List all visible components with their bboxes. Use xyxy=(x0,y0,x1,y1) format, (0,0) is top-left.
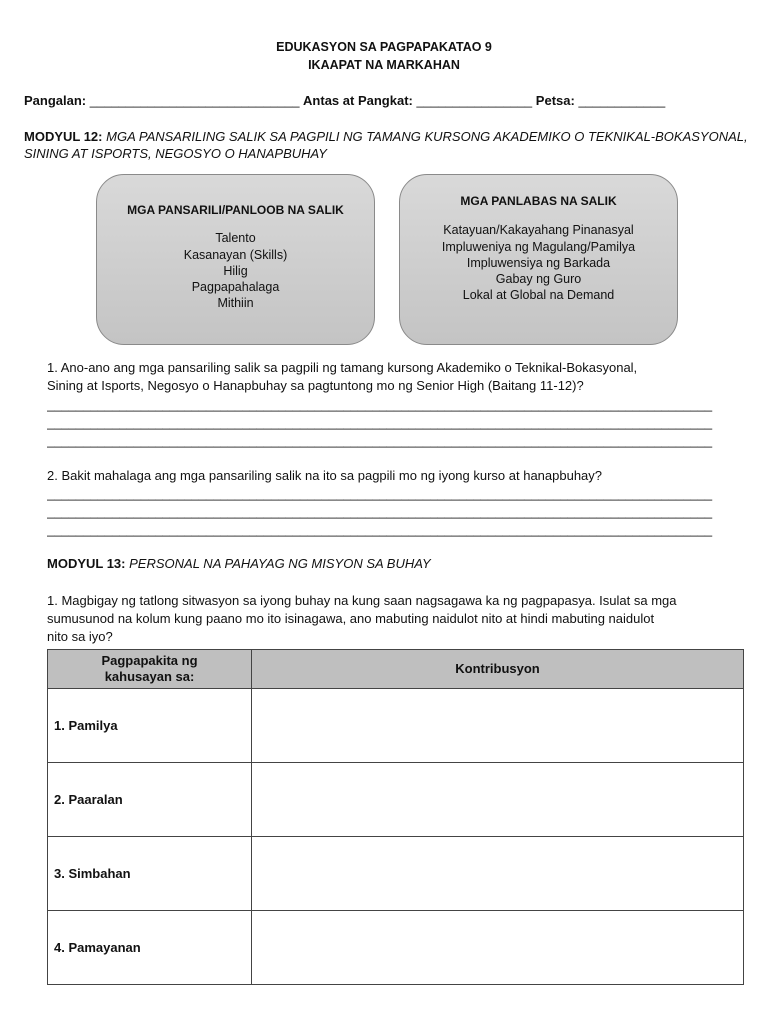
module13-q1-line1: 1. Magbigay ng tatlong sitwasyon sa iyong buhay na kung saan nagsagawa ka ng pagpapasya. Isulat sa mga xyxy=(47,593,677,608)
header-line: Pagpapakita ng xyxy=(101,653,198,668)
list-item: Gabay ng Guro xyxy=(495,272,582,287)
contribution-cell[interactable] xyxy=(252,911,744,985)
external-factors-box xyxy=(399,174,678,345)
row-label: 2. Paaralan xyxy=(48,763,252,837)
info-line xyxy=(24,93,665,108)
table-row xyxy=(48,689,744,763)
list-item: Impluwensiya ng Barkada xyxy=(466,255,611,270)
internal-factors-box xyxy=(96,174,375,345)
list-item: Pagpapahalaga xyxy=(191,280,280,295)
question1-line2: Sining at Isports, Negosyo o Hanapbuhay sa pagtuntong mo ng Senior High (Baitang 11-12)? xyxy=(47,378,584,393)
external-factors-heading: MGA PANLABAS NA SALIK xyxy=(460,194,617,208)
table-header-contribution: Kontribusyon xyxy=(252,650,744,689)
table-header-domain xyxy=(48,650,252,689)
answer-line[interactable]: ____________________________________________________________________________________________ xyxy=(47,504,713,519)
module13-heading xyxy=(47,556,431,571)
grade-section-label: Antas at Pangkat: xyxy=(303,93,413,108)
row-label: 1. Pamilya xyxy=(48,689,252,763)
module12-heading xyxy=(24,129,748,144)
contribution-cell[interactable] xyxy=(252,763,744,837)
document-subtitle: IKAAPAT NA MARKAHAN xyxy=(308,58,460,72)
module13-q1-line2: sumusunod na kolum kung paano mo ito isinagawa, ano mabuting naidulot nito at hindi mabuting naidulot xyxy=(47,611,655,626)
answer-line[interactable]: ____________________________________________________________________________________________ xyxy=(47,415,713,430)
contribution-cell[interactable] xyxy=(252,837,744,911)
name-label: Pangalan: xyxy=(24,93,87,108)
contribution-table xyxy=(47,649,744,985)
answer-line[interactable]: ____________________________________________________________________________________________ xyxy=(47,397,713,412)
header-line: kahusayan sa: xyxy=(104,669,195,684)
list-item: Kasanayan (Skills) xyxy=(183,247,288,262)
date-field[interactable]: ____________ xyxy=(578,93,666,108)
module12-label: MODYUL 12: xyxy=(24,129,103,144)
row-label: 3. Simbahan xyxy=(48,837,252,911)
date-label: Petsa: xyxy=(535,93,575,108)
list-item: Hilig xyxy=(223,263,248,278)
module13-question1 xyxy=(47,592,676,646)
grade-section-field[interactable]: ________________ xyxy=(416,93,533,108)
module13-label: MODYUL 13: xyxy=(47,556,126,571)
answer-line[interactable]: ____________________________________________________________________________________________ xyxy=(47,486,713,501)
table-header-row xyxy=(48,650,744,689)
module12-title-line1: MGA PANSARILING SALIK SA PAGPILI NG TAMANG KURSONG AKADEMIKO O TEKNIKAL-BOKASYONAL, xyxy=(106,129,748,144)
table-row xyxy=(48,763,744,837)
internal-factors-heading: MGA PANSARILI/PANLOOB NA SALIK xyxy=(127,203,344,217)
module12-question1 xyxy=(47,359,637,395)
internal-factors-list xyxy=(97,230,374,311)
module12-question2: 2. Bakit mahalaga ang mga pansariling salik na ito sa pagpili mo ng iyong kurso at hanapbuhay? xyxy=(47,468,603,483)
list-item: Mithiin xyxy=(217,296,254,311)
module12-title-line2: SINING AT ISPORTS, NEGOSYO O HANAPBUHAY xyxy=(24,146,327,161)
answer-line[interactable]: ____________________________________________________________________________________________ xyxy=(47,522,713,537)
list-item: Impluweniya ng Magulang/Pamilya xyxy=(441,239,636,254)
module13-title: PERSONAL NA PAHAYAG NG MISYON SA BUHAY xyxy=(129,556,431,571)
question1-line1: 1. Ano-ano ang mga pansariling salik sa pagpili ng tamang kursong Akademiko o Teknikal-Bokasyonal, xyxy=(47,360,638,375)
name-field[interactable]: _____________________________ xyxy=(89,93,300,108)
table-row xyxy=(48,911,744,985)
row-label: 4. Pamayanan xyxy=(48,911,252,985)
contribution-cell[interactable] xyxy=(252,689,744,763)
answer-line[interactable]: ____________________________________________________________________________________________ xyxy=(47,433,713,448)
list-item: Katayuan/Kakayahang Pinanasyal xyxy=(443,223,634,238)
list-item: Talento xyxy=(215,231,256,246)
list-item: Lokal at Global na Demand xyxy=(462,288,615,303)
module13-q1-line3: nito sa iyo? xyxy=(47,629,113,644)
table-row xyxy=(48,837,744,911)
document-title: EDUKASYON SA PAGPAPAKATAO 9 xyxy=(276,40,492,54)
external-factors-list xyxy=(400,222,677,303)
